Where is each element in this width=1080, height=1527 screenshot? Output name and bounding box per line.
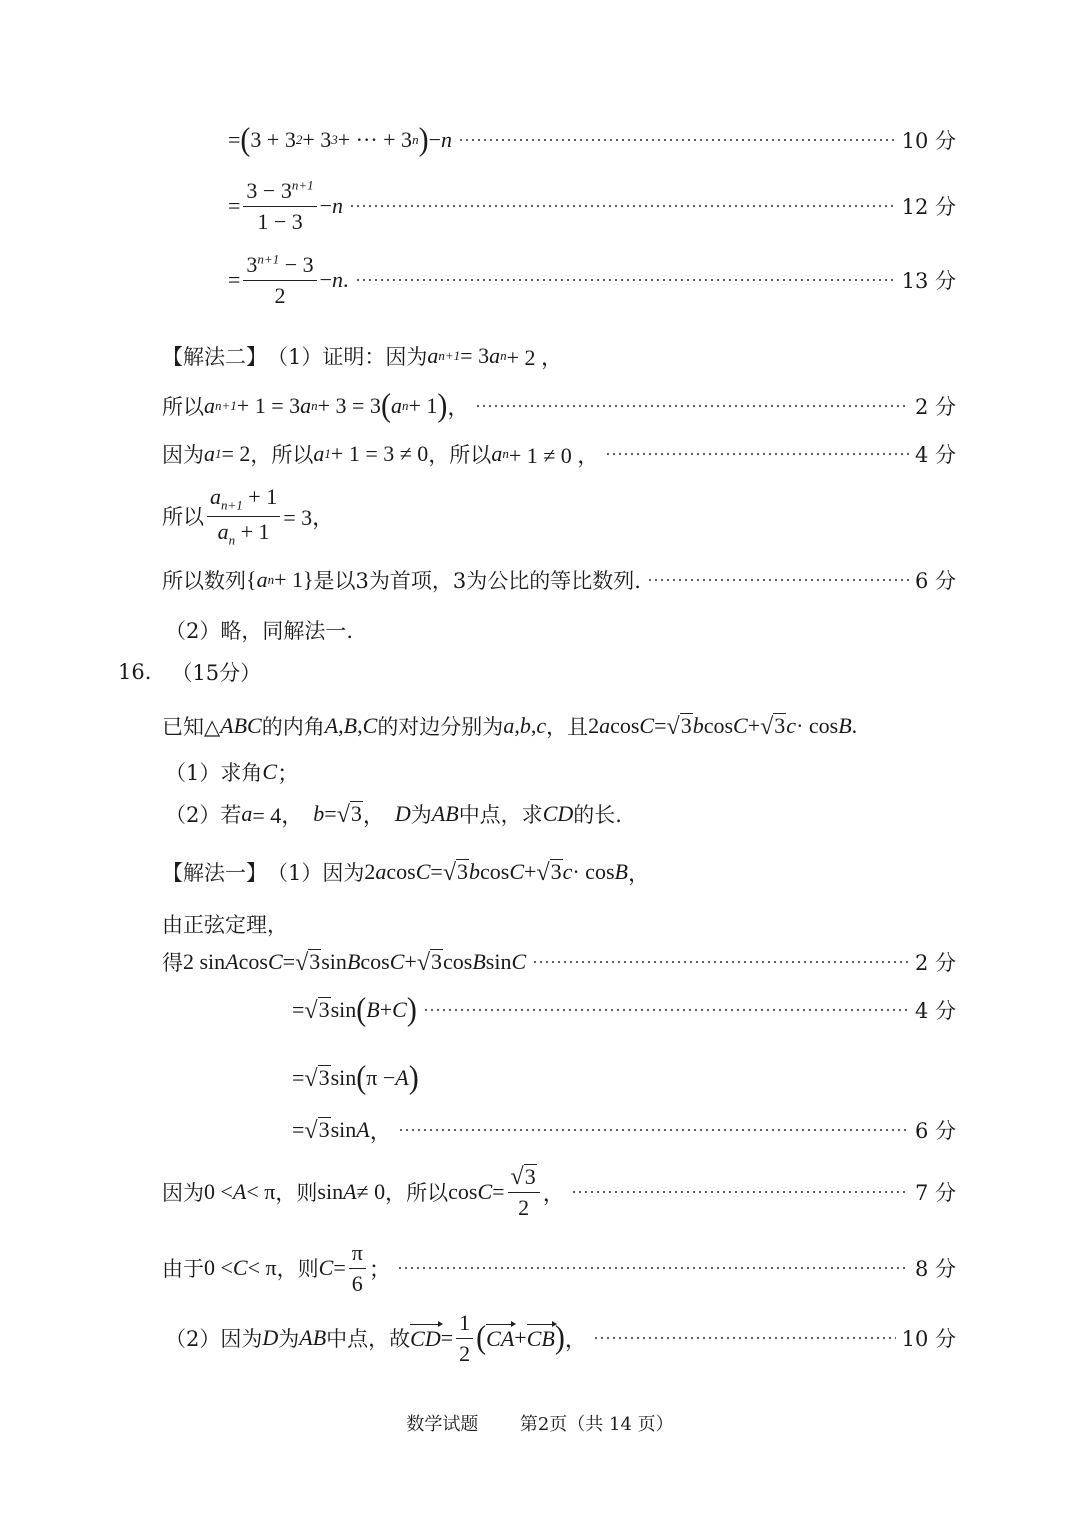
so-label: ，所以 — [428, 443, 492, 467]
get-label: 得 — [162, 951, 183, 975]
sine-law-line — [162, 906, 288, 942]
formula: AB — [431, 801, 459, 826]
footer-page: 第2页（共 14 页） — [519, 1414, 674, 1435]
method1-intro: （1）因为 — [267, 861, 365, 885]
formula: = √ 3 sin ( π − A ) — [292, 1059, 419, 1096]
method1-line-eq2 — [292, 992, 956, 1028]
score-label: 12 分 — [901, 195, 956, 219]
dot-leader — [398, 1129, 909, 1131]
stem-text: 的对边分别为 — [377, 715, 504, 739]
formula: = $\frac{3 - 3^{n+1}}{1 - 3}$ − n — [228, 177, 344, 234]
formula: A , B , C — [324, 713, 378, 738]
formula: = ( 3 + 3 2 + 3 3 + ··· + 3 n ) − n — [228, 121, 452, 158]
formula: a n + 1 ≠ 0 ， — [491, 441, 600, 468]
dot-leader — [593, 1337, 896, 1339]
formula: a 1 = 2 — [204, 441, 251, 466]
score-label: 13 分 — [901, 269, 956, 293]
question-16-sub2 — [165, 796, 622, 832]
so-label: ，所以 — [385, 1181, 449, 1205]
method1-line-get — [162, 944, 956, 980]
sub-question: （1）求角 — [165, 761, 263, 785]
derivation-line-2 — [228, 176, 956, 236]
formula: 2 a cos C = √ 3 b cos C + √ 3 c · cos B ， — [364, 859, 650, 886]
question-16-header — [118, 654, 261, 690]
dot-leader — [423, 1009, 909, 1011]
method-title: 【解法二】 — [162, 345, 267, 369]
formula: { a n + 1} — [246, 567, 314, 592]
method1-part2 — [165, 1308, 956, 1368]
derivation-line-3 — [228, 250, 956, 310]
formula: 0 < C < π — [204, 1255, 277, 1280]
method2-line-5 — [162, 562, 956, 598]
sine-law: 由正弦定理， — [162, 913, 288, 937]
derivation-line-1 — [228, 122, 956, 158]
score-label: 7 分 — [914, 1181, 956, 1205]
formula: AB — [299, 1325, 327, 1350]
score-label: 8 分 — [914, 1257, 956, 1281]
score-label: 4 分 — [914, 443, 956, 467]
score-label: 2 分 — [914, 951, 956, 975]
score-label: 6 分 — [914, 1119, 956, 1143]
so-label: 所以 — [162, 505, 204, 529]
dot-leader — [605, 453, 909, 455]
formula: C = $\frac{\pi}{6}$ ； — [318, 1240, 391, 1296]
formula: a , b , c — [503, 713, 547, 738]
formula: 2 sin A cos C = √ 3 sin B cos C + √ 3 cos B sin C — [183, 949, 527, 976]
formula: = $\frac{3^{n+1} - 3}{2}$ − n . — [228, 251, 349, 308]
so-label: ，所以 — [250, 443, 314, 467]
score-label: 2 分 — [914, 395, 956, 419]
since-label: 由于 — [162, 1257, 204, 1281]
formula: 2 a cos C = √ 3 b cos C + √ 3 c · cos B . — [588, 713, 858, 740]
score-label: 4 分 — [914, 999, 956, 1023]
dot-leader — [458, 139, 896, 141]
so-label: 所以 — [162, 395, 204, 419]
method2-part2 — [165, 612, 353, 648]
sub-question: （2）若 — [165, 803, 242, 827]
formula: sin A ≠ 0 — [317, 1179, 386, 1204]
question-16-stem — [162, 708, 857, 744]
dot-leader — [475, 405, 909, 407]
then-label: ，则 — [276, 1257, 319, 1281]
dot-leader — [532, 961, 909, 963]
part2-text: 为 — [278, 1327, 300, 1351]
formula: CD = $\frac{1}{2}$ ( CA + CB ) ， — [410, 1310, 587, 1366]
stem-text: 已知△ — [162, 715, 221, 739]
formula: D — [262, 1325, 279, 1350]
formula: CD — [542, 801, 574, 826]
formula: a 1 + 1 = 3 ≠ 0 — [313, 441, 429, 466]
dot-leader — [571, 1191, 909, 1193]
formula: a n+1 + 1 = 3 a n + 3 = 3 ( a n + 1 ) ， — [204, 387, 470, 424]
dot-leader — [349, 205, 896, 207]
method2-heading — [162, 338, 563, 374]
part2-text: 中点，故 — [326, 1327, 411, 1351]
formula: C ； — [262, 759, 300, 786]
method2-line-3 — [162, 436, 956, 472]
formula: cos C = √ 3 2 ， — [448, 1164, 565, 1220]
formula: = √ 3 sin ( B + C ) — [292, 991, 417, 1028]
page-footer — [0, 1410, 1080, 1436]
sub-question: 的长. — [573, 803, 622, 827]
sub-question: 为 — [410, 803, 432, 827]
because-label: 因为 — [162, 1181, 204, 1205]
question-number: 16. — [118, 660, 152, 684]
method-title: 【解法一】 — [162, 861, 267, 885]
method1-line-eq4 — [292, 1112, 956, 1148]
method1-heading — [162, 854, 650, 890]
formula: a n+1 = 3 a n + 2 ， — [427, 343, 563, 370]
footer-subject: 数学试题 — [406, 1414, 479, 1435]
conclusion-a: 所以数列 — [162, 569, 246, 593]
formula: 0 < A < π — [204, 1179, 276, 1204]
method2-line-2 — [162, 388, 956, 424]
method2-line-4 — [162, 486, 334, 546]
score-label: 10 分 — [901, 129, 956, 153]
conclusion-b: 是以3为首项，3为公比的等比数列. — [313, 569, 641, 593]
stem-text: 的内角 — [261, 715, 325, 739]
sub-question: 中点，求 — [458, 803, 543, 827]
method1-line-cos — [162, 1162, 956, 1222]
question-points: （15分） — [171, 661, 262, 685]
method1-line-eq3 — [292, 1060, 419, 1096]
dot-leader — [355, 279, 896, 281]
stem-text: ，且 — [546, 715, 589, 739]
dot-leader — [647, 579, 909, 581]
formula: = √ 3 sin A ， — [292, 1117, 392, 1144]
then-label: ，则 — [275, 1181, 318, 1205]
formula: ABC — [220, 713, 262, 738]
part2-omit: （2）略，同解法一. — [165, 619, 354, 643]
because-label: 因为 — [162, 443, 204, 467]
score-label: 10 分 — [901, 1327, 956, 1351]
part2-text: （2）因为 — [165, 1327, 263, 1351]
formula: $\frac{a_{n+1} + 1}{a_n + 1}$ = 3， — [204, 484, 334, 548]
dot-leader — [397, 1267, 909, 1269]
formula: a = 4， b = √ 3 ， D — [241, 801, 411, 828]
question-16-sub1 — [165, 754, 299, 790]
method2-intro: （1）证明：因为 — [267, 345, 428, 369]
method1-line-angle — [162, 1238, 956, 1298]
score-label: 6 分 — [914, 569, 956, 593]
